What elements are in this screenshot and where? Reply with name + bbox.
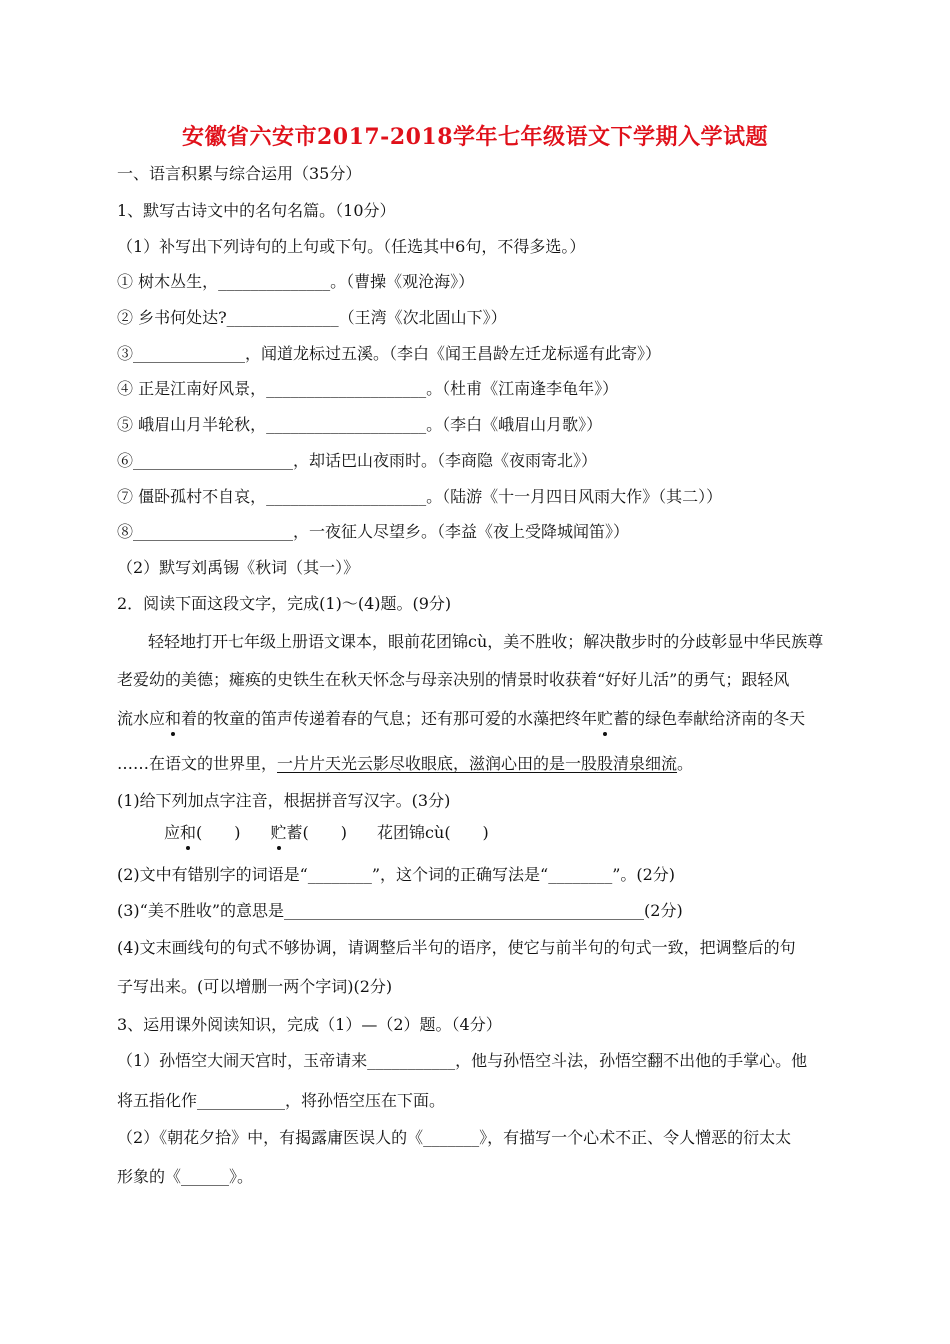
question-2-sub-2: (2)文中有错别字的词语是“________”，这个词的正确写法是“________”。(2分) bbox=[117, 865, 676, 884]
poem-item-3: ③______________，闻道龙标过五溪。（李白《闻王昌龄左迁龙标遥有此寄》） bbox=[117, 344, 662, 363]
pinyin-items: 应和( ) 贮蓄( ) 花团锦cù( ) bbox=[164, 823, 489, 842]
passage-line-1: 轻轻地打开七年级上册语文课本，眼前花团锦cù，美不胜收；解决散步时的分歧彰显中华民族尊 bbox=[148, 632, 824, 651]
passage-line-3: 流水应和着的牧童的笛声传递着春的气息；还有那可爱的水藻把终年贮蓄的绿色奉献给济南的冬天 bbox=[117, 709, 806, 728]
question-3-sub-1-line-1: （1）孙悟空大闹天宫时，玉帝请来___________，他与孙悟空斗法，孙悟空翻不出他的手掌心。他 bbox=[117, 1051, 808, 1070]
question-2-sub-4-line-2: 子写出来。(可以增删一两个字词)(2分) bbox=[117, 977, 393, 996]
dotted-char: 和 bbox=[180, 823, 197, 842]
poem-item-1: ① 树木丛生，______________。（曹操《观沧海》） bbox=[117, 272, 475, 291]
poem-item-5: ⑤ 峨眉山月半轮秋，____________________。（李白《峨眉山月歌》） bbox=[117, 415, 603, 434]
dotted-char: 贮 bbox=[270, 823, 287, 842]
poem-item-2: ② 乡书何处达?______________（王湾《次北固山下》） bbox=[117, 308, 507, 327]
question-3-sub-1-line-2: 将五指化作___________，将孙悟空压在下面。 bbox=[117, 1091, 446, 1110]
section-heading: 一、语言积累与综合运用（35分） bbox=[117, 164, 362, 183]
question-3-heading: 3、运用课外阅读知识，完成（1）—（2）题。（4分） bbox=[117, 1015, 502, 1034]
question-1-part-1: （1）补写出下列诗句的上句或下句。（任选其中6句，不得多选。） bbox=[117, 237, 586, 256]
page-title: 安徽省六安市2017-2018学年七年级语文下学期入学试题 bbox=[181, 124, 769, 150]
poem-item-6: ⑥____________________，却话巴山夜雨时。（李商隐《夜雨寄北》） bbox=[117, 451, 598, 470]
question-1-part-2: （2）默写刘禹锡《秋词（其一）》 bbox=[117, 558, 360, 577]
question-1-heading: 1、默写古诗文中的名句名篇。（10分） bbox=[117, 201, 396, 220]
passage-line-4: ……在语文的世界里，一片片天光云影尽收眼底，滋润心田的是一股股清泉细流。 bbox=[117, 754, 694, 773]
poem-item-4: ④ 正是江南好风景，____________________。（杜甫《江南逢李龟年》） bbox=[117, 379, 619, 398]
question-2-sub-4-line-1: (4)文末画线句的句式不够协调，请调整后半句的语序，使它与前半句的句式一致，把调整后的句 bbox=[117, 938, 796, 957]
passage-line-2: 老爱幼的美德；瘫痪的史铁生在秋天怀念与母亲决别的情景时收获着“好好儿活”的勇气；跟轻风 bbox=[117, 670, 790, 689]
dotted-char: 贮 bbox=[597, 709, 614, 728]
question-3-sub-2-line-1: （2）《朝花夕拾》中，有揭露庸医误人的《_______》，有描写一个心术不正、令人憎恶的衍太太 bbox=[117, 1128, 792, 1147]
question-2-heading: 2．阅读下面这段文字，完成(1)～(4)题。(9分) bbox=[117, 594, 452, 613]
underlined-sentence: 一片片天光云影尽收眼底，滋润心田的是一股股清泉细流 bbox=[277, 754, 678, 773]
question-2-sub-1: (1)给下列加点字注音，根据拼音写汉字。(3分) bbox=[117, 791, 451, 810]
question-3-sub-2-line-2: 形象的《______》。 bbox=[117, 1167, 254, 1186]
poem-item-7: ⑦ 僵卧孤村不自哀，____________________。（陆游《十一月四日风雨大作》（其二）） bbox=[117, 487, 723, 506]
dotted-char: 和 bbox=[165, 709, 182, 728]
question-2-sub-3: (3)“美不胜收”的意思是_____________________________________________(2分) bbox=[117, 901, 683, 920]
poem-item-8: ⑧____________________，一夜征人尽望乡。（李益《夜上受降城闻笛》） bbox=[117, 522, 630, 541]
